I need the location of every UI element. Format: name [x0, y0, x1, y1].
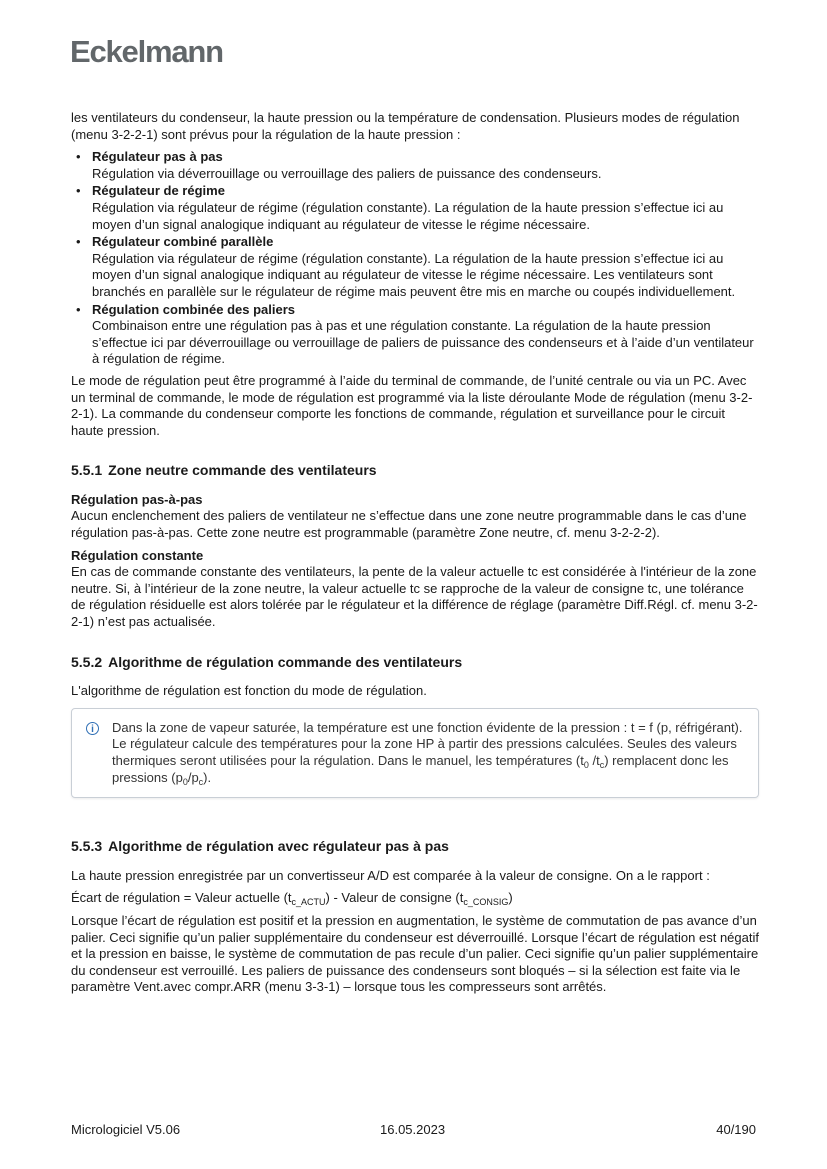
mode-list	[71, 149, 759, 368]
info-icon: i	[86, 722, 99, 735]
footer-version: Micrologiciel V5.06	[71, 1122, 181, 1137]
section-heading-5-5-2: 5.5.2 Algorithme de régulation commande des ventilateurs	[71, 653, 463, 670]
list-item	[71, 149, 759, 182]
formula: Écart de régulation = Valeur actuelle $(t_{c\_ACTU})$ - Valeur de consigne $(t_{c\_CONSIG})$	[71, 890, 513, 908]
mode-paragraph: Le mode de régulation peut être programmé à l’aide du terminal de commande, de l’unité centrale ou via un PC. Avec un terminal de commande, le mode de régulation est programmé via la liste déroulante Mode de régulation (menu 3-2-2-1). La commande du condenseur comporte les fonctions de commande, régulation et surveillance pour le circuit haute pression.	[71, 372, 753, 438]
mode-text: Régulation via régulateur de régime (régulation constante). La régulation de la haute pression s’effectue ici au moyen d’un signal analogique indiquant au régulateur de vitesse le régime nécessaire. Les ventilateurs sont branchés en parallèle sur le régulateur de régime mais peuvent être mis en marche ou coupés individuellement.	[92, 250, 736, 299]
mode-title: • Régulateur pas à pas	[92, 149, 223, 165]
list-item	[71, 302, 759, 368]
mode-title: • Régulateur de régime	[92, 183, 225, 199]
paragraph: En cas de commande constante des ventilateurs, la pente de la valeur actuelle tc est considérée à l'intérieur de la zone neutre. Si, à l’intérieur de la zone neutre, la valeur actuelle tc se rapproche de la valeur de consigne tc, une tolérance de régulation résiduelle est alors tolérée par le régulateur et la différence de réglage (paramètre Diff.Régl. cf. menu 3-2-2-1) n’est pas actualisée.	[71, 564, 758, 630]
mode-title: • Régulation combinée des paliers	[92, 301, 295, 317]
footer-date: 16.05.2023	[380, 1122, 446, 1137]
footer-page-number: 40/190	[716, 1122, 756, 1137]
section-heading-5-5-3: 5.5.3 Algorithme de régulation avec régulateur pas à pas	[71, 838, 449, 855]
section-heading-5-5-1: 5.5.1 Zone neutre commande des ventilateurs	[71, 462, 377, 479]
paragraph: La haute pression enregistrée par un convertisseur A/D est comparée à la valeur de consigne. On a le rapport :	[71, 867, 710, 883]
paragraph: Lorsque l’écart de régulation est positif et la pression en augmentation, le système de commutation de pas avance d’un palier. Ceci signifie qu’un palier supplémentaire du condenseur est déverrouillé. Lorsque l’écart de régulation est négatif et la pression en baisse, le système de commutation de pas recule d’un palier. Ceci signifie qu’un palier supplémentaire du condenseur est verrouillé. Les paliers de puissance des condenseurs sont bloqués – si la sélection est faite via le paramètre Vent.avec compr.ARR (menu 3-3-1) – lorsque tous les compresseurs sont arrêtés.	[71, 912, 759, 995]
mode-text: Régulation via déverrouillage ou verrouillage des paliers de puissance des condenseurs.	[92, 165, 602, 181]
mode-title: • Régulateur combiné parallèle	[92, 234, 274, 250]
subheading: Régulation pas-à-pas	[71, 491, 203, 507]
list-item	[71, 183, 759, 233]
subheading: Régulation constante	[71, 547, 204, 563]
mode-text: Régulation via régulateur de régime (régulation constante). La régulation de la haute pression s’effectue ici au moyen d’un signal analogique indiquant au régulateur de vitesse le régime nécessaire.	[92, 199, 724, 232]
paragraph: L'algorithme de régulation est fonction du mode de régulation.	[71, 683, 427, 699]
eckelmann-logo: Eckelmann	[70, 34, 223, 69]
intro-paragraph: les ventilateurs du condenseur, la haute pression ou la température de condensation. Plusieurs modes de régulation (menu 3-2-2-1) sont prévus pour la régulation de la haute pression :	[71, 110, 740, 142]
info-note: i Dans la zone de vapeur saturée, la température est une fonction évidente de la pression : t = f (p, réfrigérant). Le régulateur calcule des températures pour la zone HP à partir des pressions calculées. Seules des valeurs thermiques seront utilisées pour la régulation. Dans le manuel, les températures ($t_0$ $/t_c$) remplacent donc les pressions $(p_0/p_c)$.	[71, 708, 759, 798]
paragraph: Aucun enclenchement des paliers de ventilateur ne s’effectue dans une zone neutre programmable dans le cas d’une régulation pas-à-pas. Cette zone neutre est programmable (paramètre Zone neutre, cf. menu 3-2-2-2).	[71, 508, 747, 541]
list-item	[71, 234, 759, 300]
mode-text: Combinaison entre une régulation pas à pas et une régulation constante. La régulation de la haute pression s’effectue ici par déverrouillage ou verrouillage de paliers de puissance des condenseurs et à l’aide d’un ventilateur à régulation de régime.	[92, 318, 754, 367]
page-content	[71, 110, 759, 1002]
